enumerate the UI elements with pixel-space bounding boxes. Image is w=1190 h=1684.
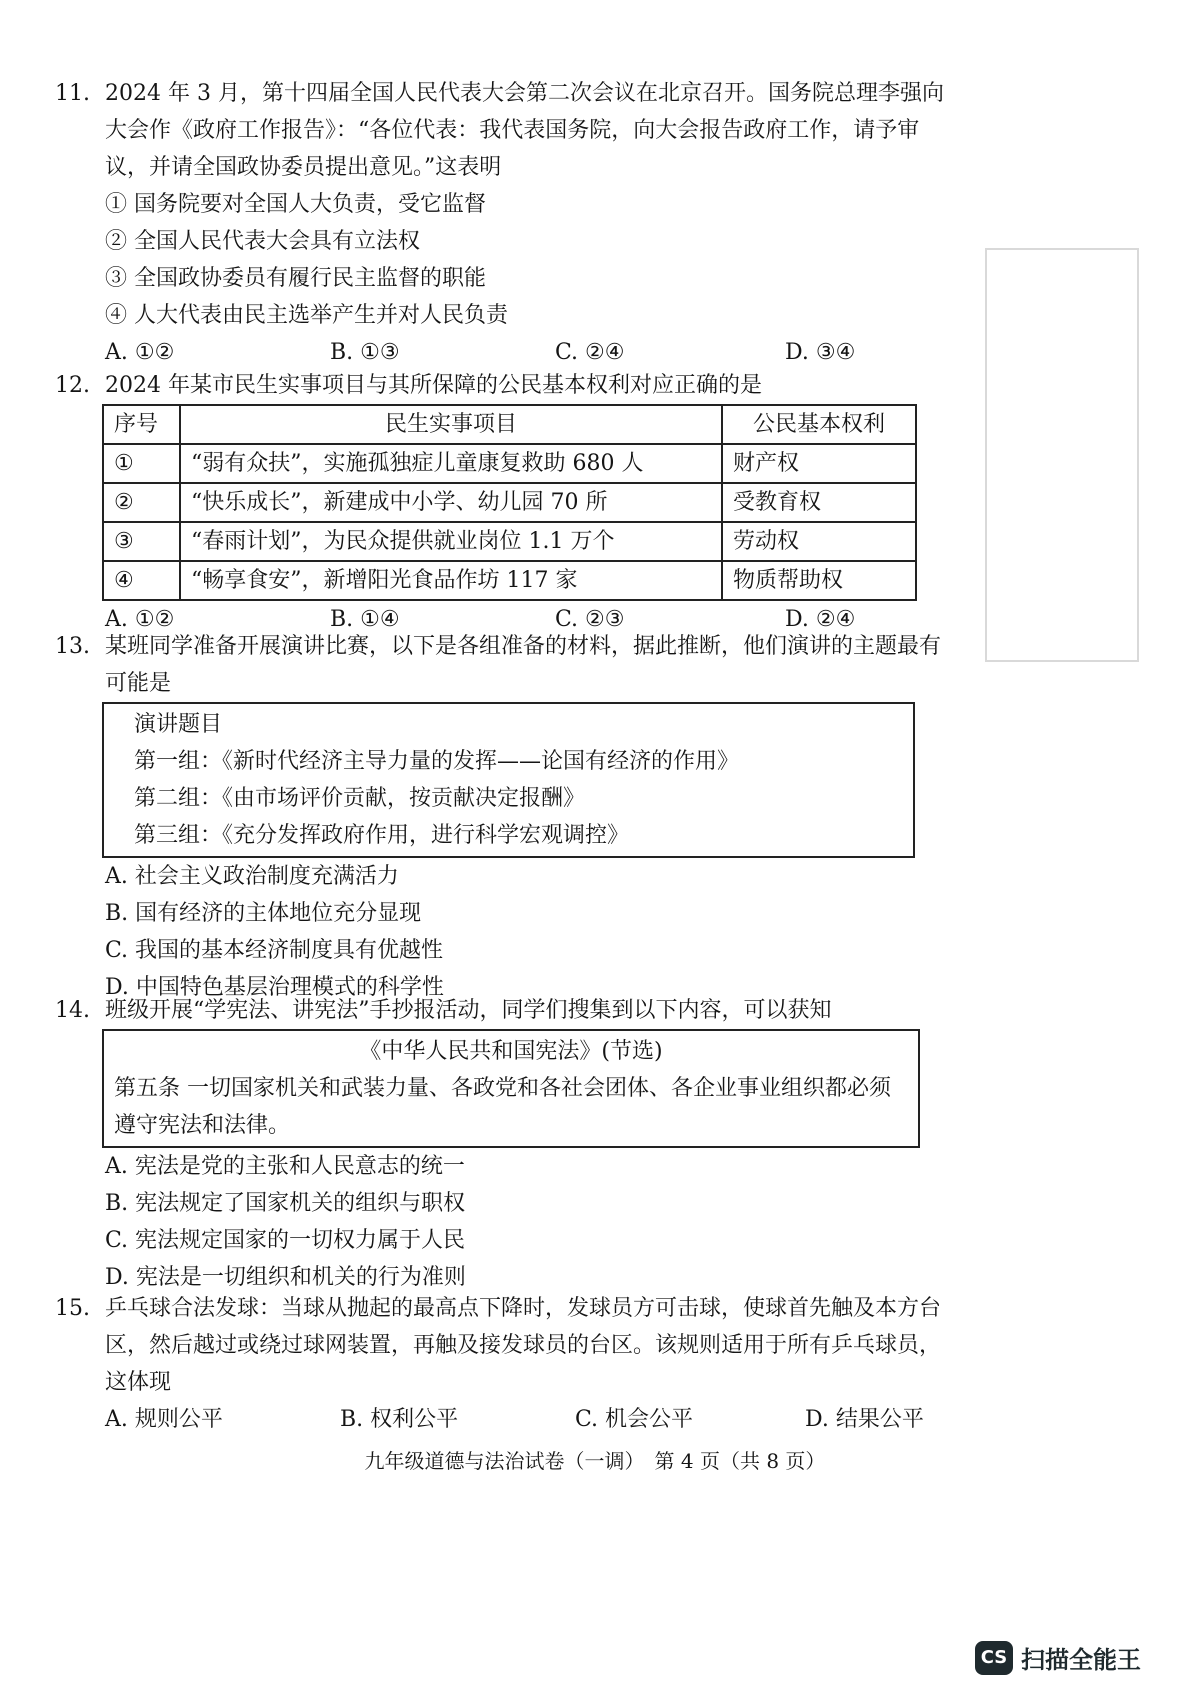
table-cell: ③: [103, 522, 180, 561]
question-14: [55, 992, 955, 1296]
scanner-watermark: [975, 1640, 1141, 1675]
option-b: B. 国有经济的主体地位充分显现: [105, 901, 422, 926]
option-c: C. 我国的基本经济制度具有优越性: [105, 938, 444, 963]
question-stem: 2024 年某市民生实事项目与其所保障的公民基本权利对应正确的是: [105, 373, 762, 398]
table-cell: 受教育权: [722, 483, 916, 522]
question-number: 12.: [55, 373, 90, 398]
table-cell: ④: [103, 561, 180, 600]
watermark-label: 扫描全能王: [1021, 1646, 1141, 1674]
statement-item: ② 全国人民代表大会具有立法权: [105, 229, 420, 254]
question-15: [55, 1290, 955, 1438]
option-d: D. 中国特色基层治理模式的科学性: [105, 975, 444, 1000]
question-number: 13.: [55, 634, 90, 659]
option-c: C. ②③: [555, 607, 625, 632]
table-cell: “快乐成长”，新建成中小学、幼儿园 70 所: [180, 483, 722, 522]
camscanner-icon: CS: [975, 1641, 1013, 1675]
rights-table: [102, 404, 917, 601]
answer-options: [105, 334, 955, 371]
box-line: 第三组：《充分发挥政府作用，进行科学宏观调控》: [134, 823, 630, 848]
question-stem: 某班同学准备开展演讲比赛，以下是各组准备的材料，据此推断，他们演讲的主题最有可能是: [105, 634, 942, 696]
table-cell: “春雨计划”，为民众提供就业岗位 1.1 万个: [180, 522, 722, 561]
option-b: B. 权利公平: [340, 1407, 459, 1432]
table-cell: “弱有众扶”，实施孤独症儿童康复救助 680 人: [180, 444, 722, 483]
box-text: 第五条 一切国家机关和武装力量、各政党和各社会团体、各企业事业组织都必须遵守宪法和法律。: [114, 1076, 891, 1138]
table-header: 民生实事项目: [180, 405, 722, 444]
box-line: 第二组：《由市场评价贡献，按贡献决定报酬》: [134, 786, 586, 811]
option-d: D. ②④: [785, 607, 856, 632]
statement-item: ① 国务院要对全国人大负责，受它监督: [105, 192, 486, 217]
question-stem: 乒乓球合法发球：当球从抛起的最高点下降时，发球员方可击球，使球首先触及本方台区，然后越过或绕过球网装置，再触及接发球员的台区。该规则适用于所有乒乓球员，这体现: [105, 1296, 942, 1395]
question-13: [55, 628, 955, 1006]
option-c: C. 机会公平: [575, 1407, 694, 1432]
question-stem: 班级开展“学宪法、讲宪法”手抄报活动，同学们搜集到以下内容，可以获知: [105, 998, 832, 1023]
option-a: A. 规则公平: [105, 1407, 223, 1432]
question-number: 14.: [55, 998, 90, 1023]
box-title: 《中华人民共和国宪法》(节选): [359, 1039, 663, 1064]
question-number: 15.: [55, 1296, 90, 1321]
speech-topics-box: [102, 702, 915, 858]
option-d: D. ③④: [785, 340, 856, 365]
question-number: 11.: [55, 81, 90, 106]
table-row: [103, 483, 916, 522]
bleed-through-box: [985, 248, 1139, 662]
option-c: C. ②④: [555, 340, 625, 365]
table-row: [103, 444, 916, 483]
option-d: D. 宪法是一切组织和机关的行为准则: [105, 1265, 466, 1290]
question-11: [55, 75, 955, 371]
table-cell: 物质帮助权: [722, 561, 916, 600]
table-row: [103, 561, 916, 600]
option-a: A. ①②: [105, 607, 175, 632]
option-c: C. 宪法规定国家的一切权力属于人民: [105, 1228, 466, 1253]
option-d: D. 结果公平: [805, 1407, 924, 1432]
statement-item: ③ 全国政协委员有履行民主监督的职能: [105, 266, 486, 291]
answer-options: [105, 1401, 955, 1438]
option-a: A. 社会主义政治制度充满活力: [105, 864, 399, 889]
table-cell: ②: [103, 483, 180, 522]
option-b: B. ①③: [330, 340, 400, 365]
page-footer: 九年级道德与法治试卷（一调） 第 4 页（共 8 页）: [364, 1449, 826, 1473]
constitution-excerpt-box: [102, 1029, 920, 1148]
table-cell: ①: [103, 444, 180, 483]
table-header-row: [103, 405, 916, 444]
question-stem: 2024 年 3 月，第十四届全国人民代表大会第二次会议在北京召开。国务院总理李强向大会作《政府工作报告》：“各位代表：我代表国务院，向大会报告政府工作，请予审议，并请全国政协委员提出意见。”这表明: [105, 81, 944, 180]
box-line: 第一组：《新时代经济主导力量的发挥——论国有经济的作用》: [134, 749, 740, 774]
statement-item: ④ 人大代表由民主选举产生并对人民负责: [105, 303, 508, 328]
option-a: A. 宪法是党的主张和人民意志的统一: [105, 1154, 465, 1179]
question-12: [55, 367, 955, 638]
table-cell: 财产权: [722, 444, 916, 483]
table-cell: “畅享食安”，新增阳光食品作坊 117 家: [180, 561, 722, 600]
option-b: B. 宪法规定了国家机关的组织与职权: [105, 1191, 466, 1216]
table-row: [103, 522, 916, 561]
option-a: A. ①②: [105, 340, 175, 365]
table-cell: 劳动权: [722, 522, 916, 561]
table-header: 序号: [103, 405, 180, 444]
option-b: B. ①④: [330, 607, 400, 632]
box-title: 演讲题目: [134, 712, 223, 737]
table-header: 公民基本权利: [722, 405, 916, 444]
